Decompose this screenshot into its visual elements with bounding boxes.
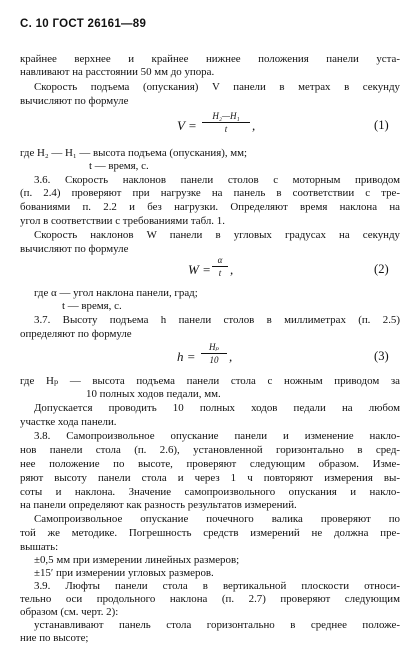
text-line: Скорость подъема (опускания) V панели в метрах в секунду: [34, 80, 400, 93]
formula-3-denominator: 10: [209, 354, 219, 365]
formula-1-denominator: t: [224, 124, 228, 135]
formula-3-numerator: Hₚ: [208, 341, 220, 352]
text-line: вычисляют по формуле: [20, 242, 129, 255]
text-line: где Hₚ — высота подъема панели стола с ножным приводом за: [20, 374, 400, 387]
text-line: ±0,5 мм при измерении линейных размеров;: [34, 554, 240, 566]
text-line: бованиями п. 2.2 и без нагрузки. Определяют время наклона на: [20, 201, 400, 214]
text-line: соты и наклона. Значение самопроизвольного опускания и накло-: [20, 485, 400, 498]
formula-1-fraction: [202, 111, 250, 139]
text-line: t — время, с.: [62, 300, 122, 312]
text-line: угол в соответствии с требованиями табл. 1.: [20, 215, 225, 228]
text-line: Самопроизвольное опускание почечного валика проверяют по: [34, 513, 400, 526]
formula-1-number: (1): [374, 118, 389, 132]
formula-3-lhs: h =: [177, 348, 196, 364]
formula-1-lhs: V =: [177, 118, 197, 133]
text-line: ±15′ при измерении угловых размеров.: [34, 567, 214, 579]
formula-comma: ,: [252, 118, 256, 133]
fraction-bar: [201, 353, 227, 354]
text-line: нов панели стола (п. 2.6), установленной горизонтально в сред-: [20, 443, 400, 456]
text-line: нее положение по высоте, проверяют следующим образом. Изме-: [20, 457, 400, 470]
text-line: вычисляют по формуле: [20, 94, 129, 107]
text-line: крайнее верхнее и крайнее нижнее положения панели уста-: [20, 53, 400, 65]
text-line: 3.9. Люфты панели стола в вертикальной плоскости относи-: [34, 580, 400, 592]
text-line: 3.7. Высоту подъема h панели столов в миллиметрах (п. 2.5): [34, 313, 400, 326]
text-line: 3.6. Скорость наклонов панели столов с моторным приводом: [34, 173, 400, 186]
formula-3-number: (3): [374, 348, 389, 363]
formula-comma: ,: [229, 348, 233, 364]
formula-comma: ,: [230, 261, 234, 277]
formula-3-fraction: [201, 342, 227, 370]
text-line: той же методике. Погрешность средств измерений не должна пре-: [20, 527, 400, 540]
fraction-bar: [202, 122, 250, 123]
formula-2-number: (2): [374, 261, 389, 276]
text-line: вышать:: [20, 541, 59, 553]
text-line: где α — угол наклона панели, град;: [34, 287, 198, 299]
text-line: участке хода панели.: [20, 416, 117, 429]
text-line: устанавливают панель стола горизонтально в среднее положе-: [34, 619, 400, 631]
text-line: 10 полных ходов педали, мм.: [86, 388, 221, 401]
text-line: ние по высоте;: [20, 632, 89, 644]
text-line: образом (см. черт. 2):: [20, 606, 119, 618]
formula-2-numerator: α: [217, 255, 223, 265]
text-line: ряют высоту панели стола и через 1 ч повторяют измерения вы-: [20, 471, 400, 484]
text-line: (п. 2.4) проверяют при нагрузке на панель в соответствии с тре-: [20, 187, 400, 200]
formula-1-numerator: H₂—H₁: [212, 111, 240, 122]
text-line: где H₂ — H₁ — высота подъема (опускания), мм;: [20, 146, 248, 159]
text-line: Допускается проводить 10 полных ходов педали на любом: [34, 402, 400, 415]
text-line: определяют по формуле: [20, 327, 132, 340]
text-line: 3.8. Самопроизвольное опускание панели и изменение накло-: [34, 430, 400, 442]
formula-2-lhs: W =: [188, 261, 211, 277]
text-line: навливают на расстоянии 50 мм до упора.: [20, 66, 215, 78]
text-line: Скорость наклонов W панели в угловых градусах на секунду: [34, 229, 400, 241]
text-line: тельно оси продольного наклона (п. 2.7) проверяют следующим: [20, 593, 400, 605]
page-header: С. 10 ГОСТ 26161—89: [20, 18, 147, 30]
formula-2-denominator: t: [218, 268, 222, 278]
text-line: на панели определяют как разность результатов измерений.: [20, 499, 297, 512]
text-line: t — время, с.: [89, 159, 149, 172]
fraction-bar: [212, 266, 228, 267]
formula-2-fraction: [212, 255, 228, 283]
